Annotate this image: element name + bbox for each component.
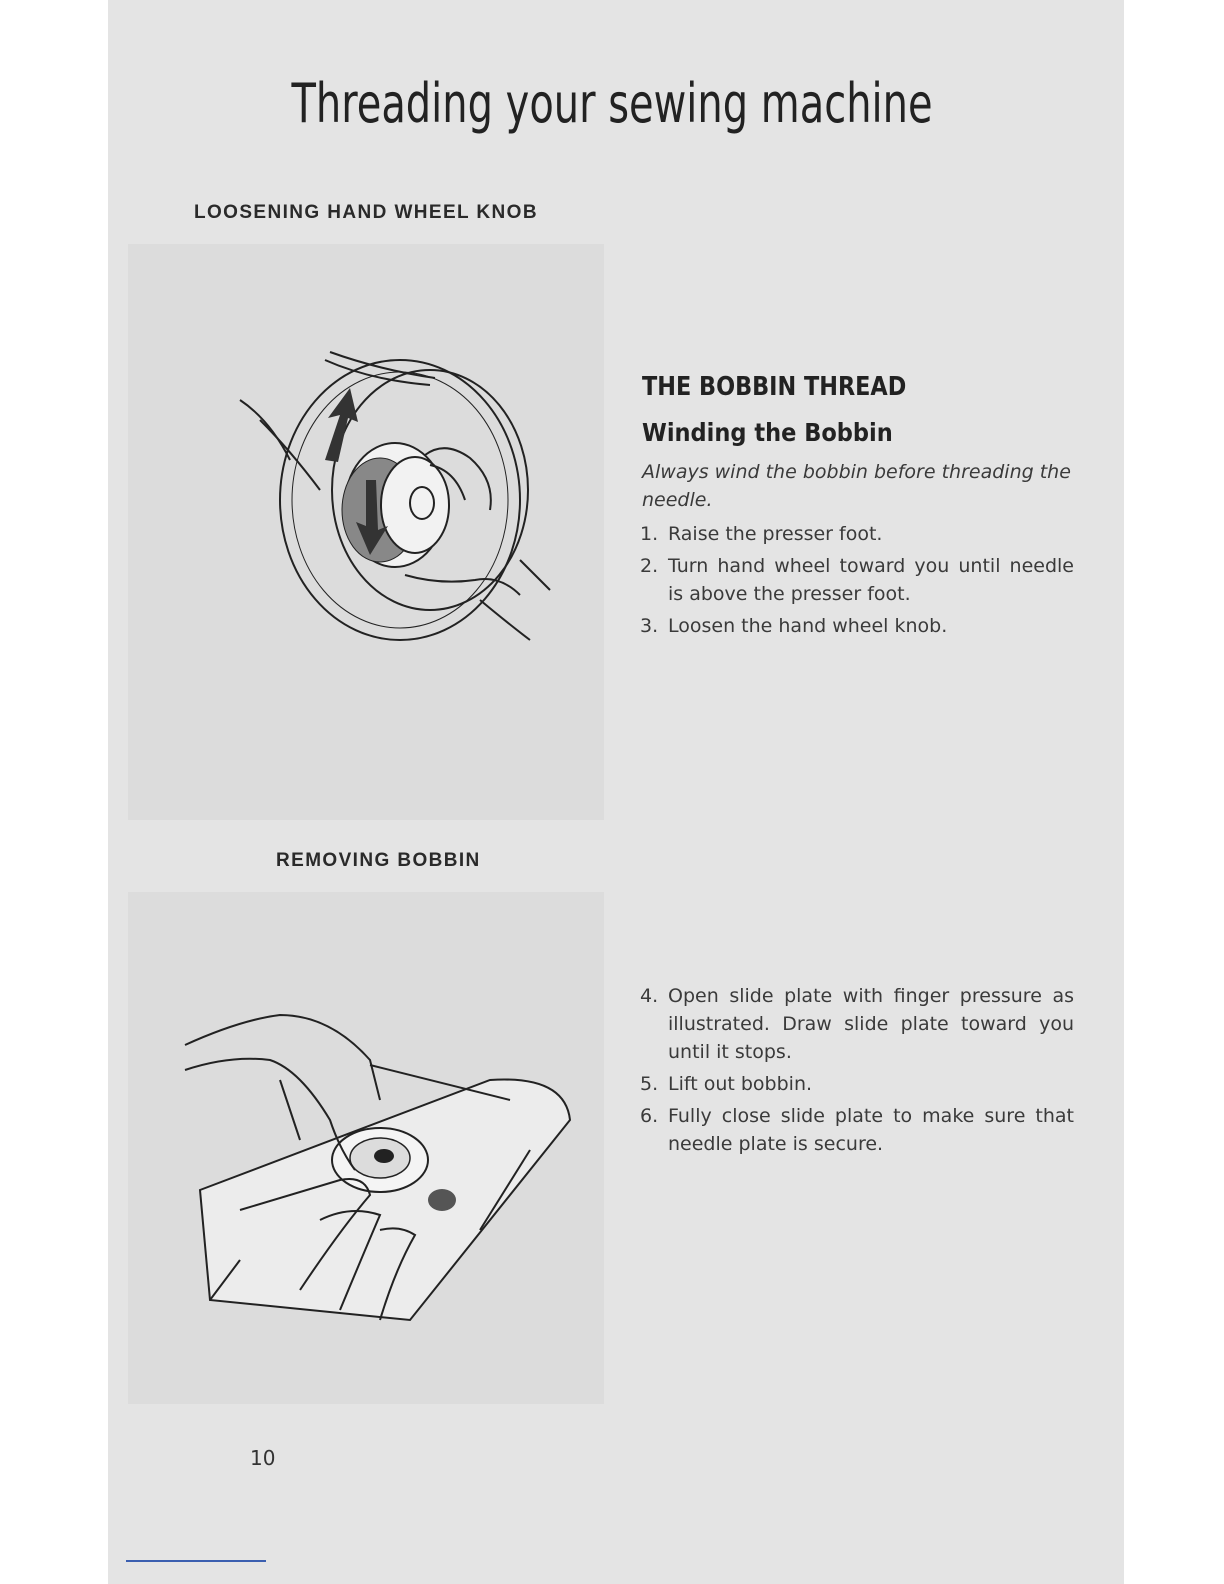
step-item: [640, 1070, 1074, 1098]
step-text: Open slide plate with finger pressure as illustrated. Draw slide plate toward you until it stops.: [668, 985, 1074, 1063]
direction-arrow-up-icon: [325, 388, 358, 462]
step-number: 1.: [640, 523, 659, 545]
steps-list-removing: [640, 982, 1074, 1162]
page-number: 10: [250, 1446, 276, 1470]
section-label-loosening: LOOSENING HAND WHEEL KNOB: [194, 202, 538, 223]
hand-arm-line: [480, 600, 530, 640]
footer-rule: [126, 1560, 266, 1562]
step-text: Loosen the hand wheel knob.: [668, 615, 948, 637]
page-title: Threading your sewing machine: [291, 72, 933, 135]
step-number: 3.: [640, 615, 659, 637]
step-item: [640, 520, 1074, 548]
step-text: Fully close slide plate to make sure that needle plate is secure.: [668, 1105, 1074, 1155]
bobbin: [332, 1128, 428, 1192]
step-text: Raise the presser foot.: [668, 523, 883, 545]
subsection-heading: Winding the Bobbin: [642, 418, 893, 447]
hand-wheel-knob: [342, 443, 449, 567]
step-number: 2.: [640, 555, 659, 577]
steps-list-winding: [640, 520, 1074, 644]
slide-plate: [200, 1080, 570, 1321]
step-item: [640, 1102, 1074, 1158]
step-number: 5.: [640, 1073, 659, 1095]
intro-note: Always wind the bobbin before threading the needle.: [642, 461, 1071, 511]
step-number: 4.: [640, 985, 659, 1007]
section-label-removing: REMOVING BOBBIN: [276, 850, 481, 871]
wheel-belt-line: [260, 420, 320, 490]
hand-wheel-illustration: [230, 340, 560, 660]
step-item: [640, 552, 1074, 608]
section-heading: THE BOBBIN THREAD: [642, 372, 907, 402]
step-text: Lift out bobbin.: [668, 1073, 813, 1095]
step-item: [640, 982, 1074, 1066]
removing-bobbin-illustration: [180, 1000, 580, 1340]
needle-hole-icon: [428, 1189, 456, 1211]
step-text: Turn hand wheel toward you until needle is above the presser foot.: [668, 555, 1074, 605]
step-item: [640, 612, 1074, 640]
step-number: 6.: [640, 1105, 659, 1127]
